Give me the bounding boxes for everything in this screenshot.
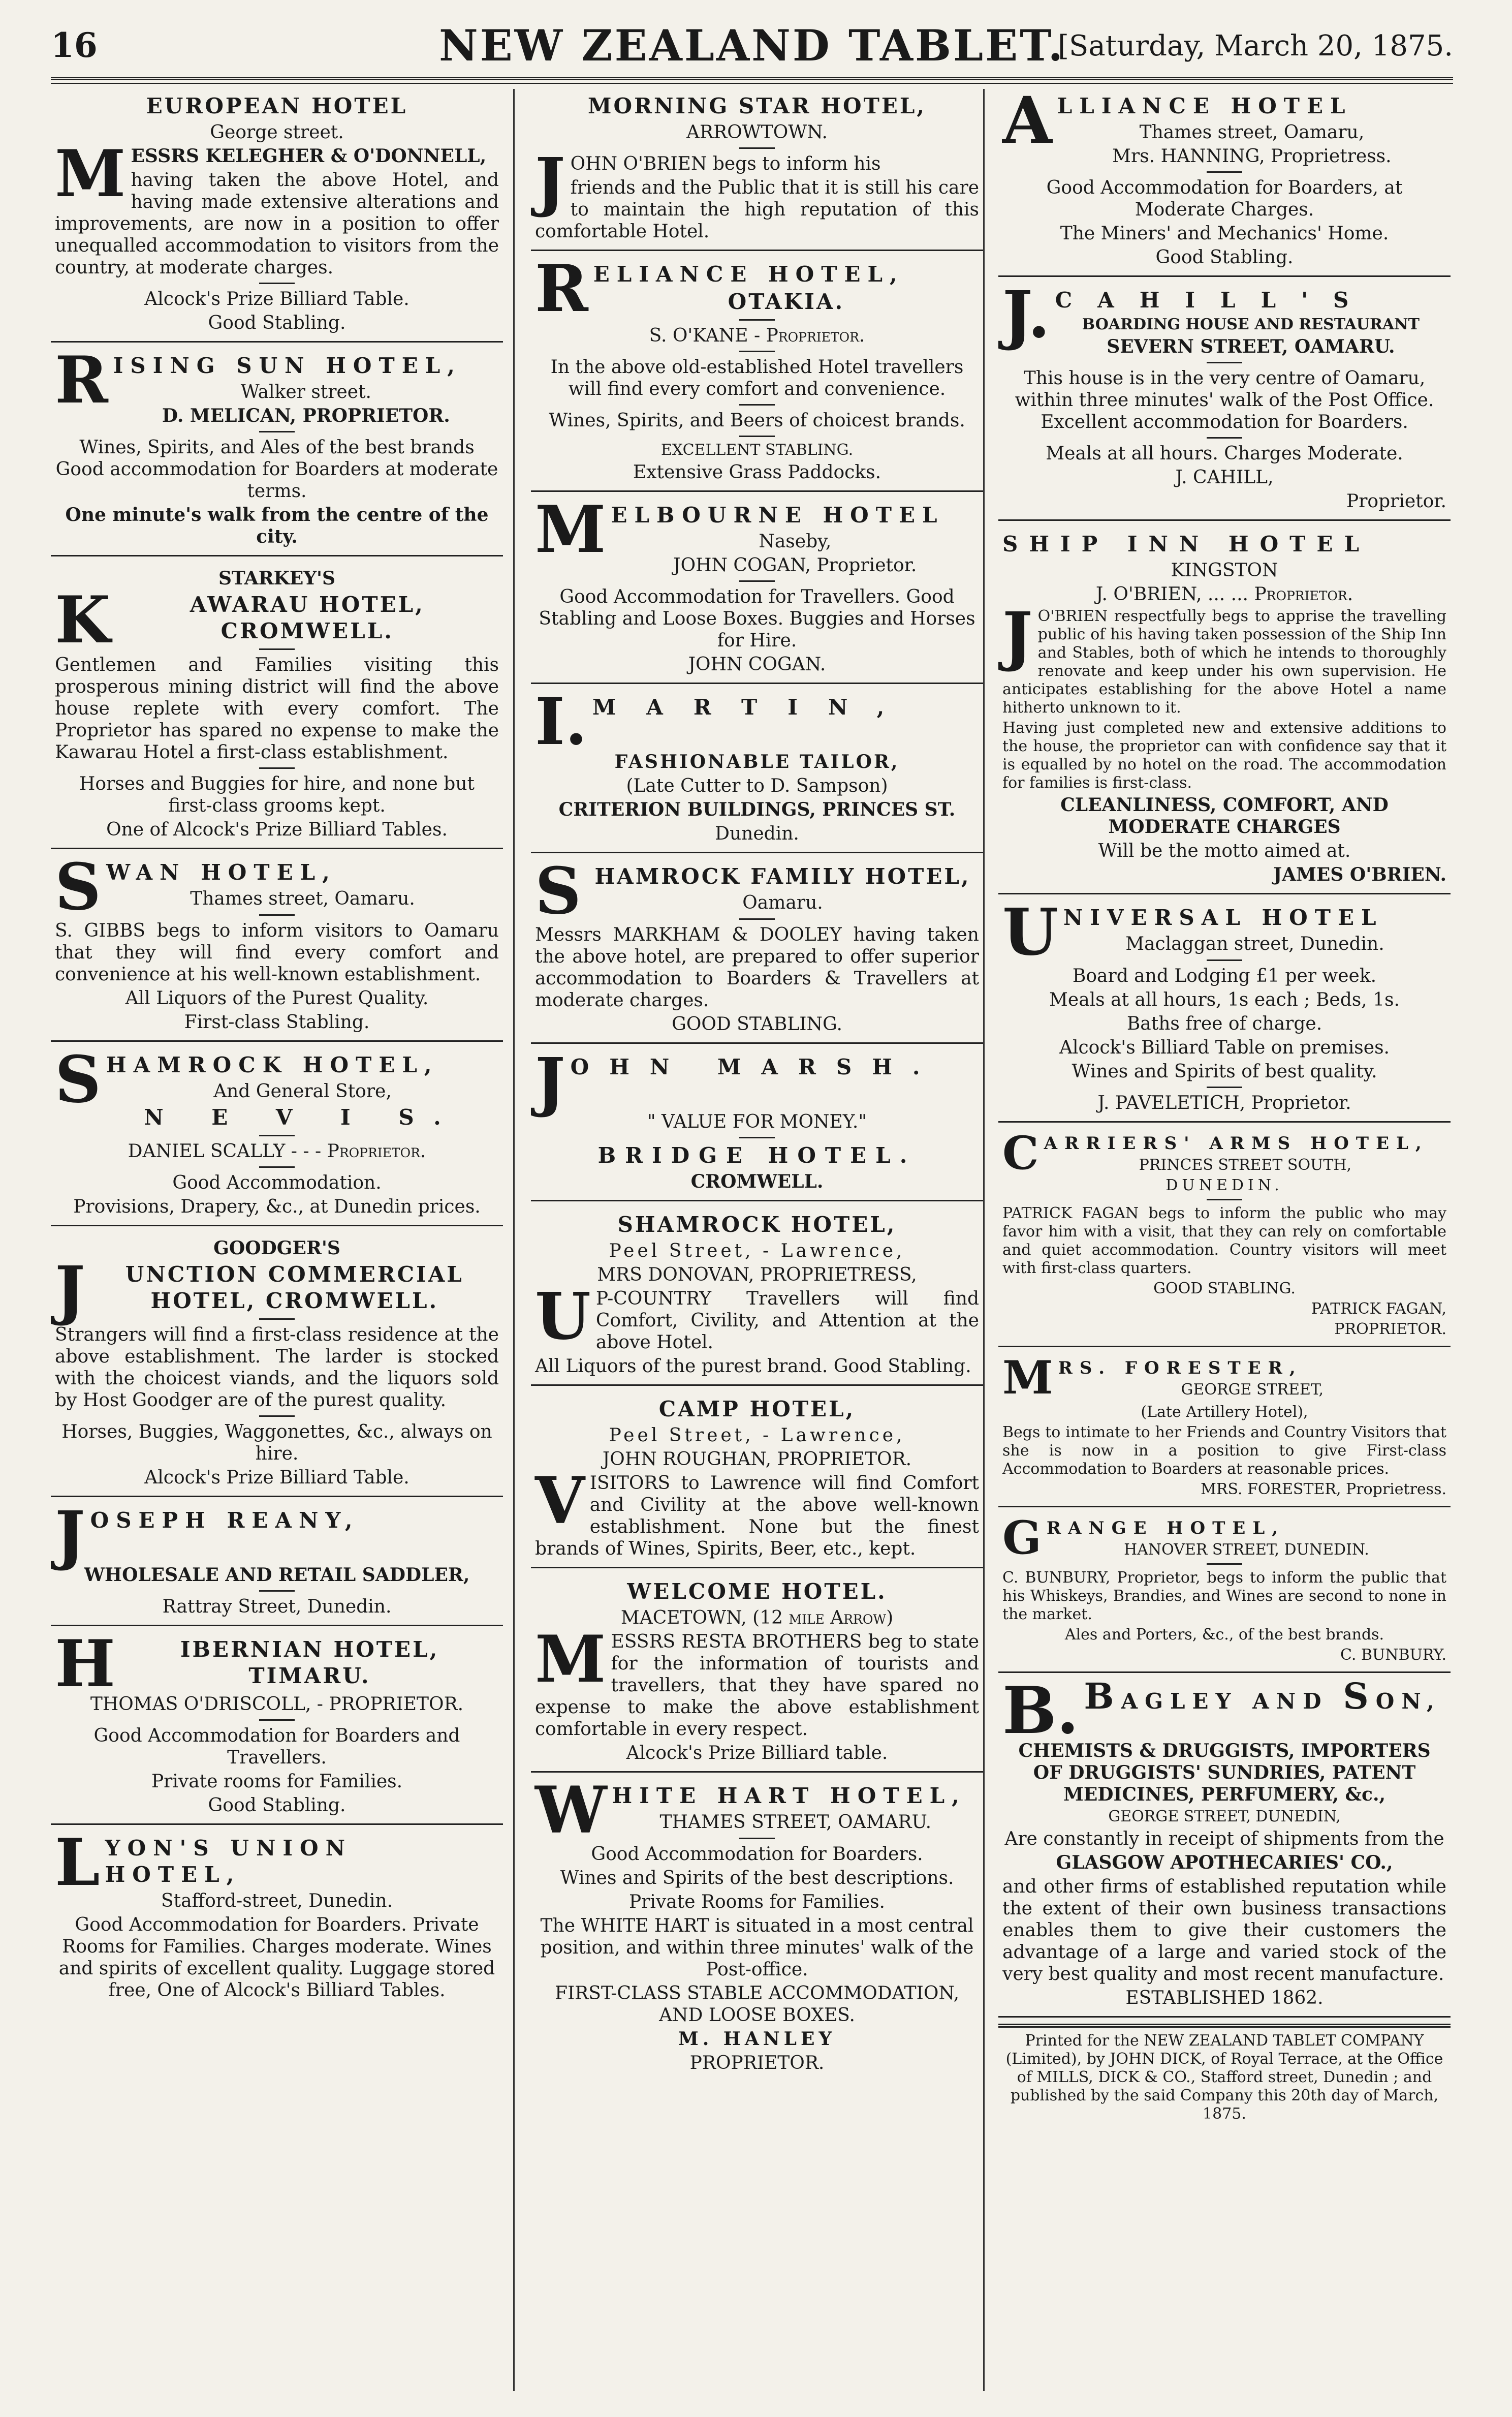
ad-body: Good Accommodation for Travellers. Good Stabling and Loose Boxes. Buggies and Horses for Hire.	[539, 586, 975, 651]
ad-morning-star-hotel	[531, 89, 983, 251]
short-rule	[259, 283, 295, 284]
ad-line: Good Stabling.	[1155, 247, 1294, 268]
drop-cap: J	[1002, 598, 1033, 673]
ad-line: Will be the motto aimed at.	[1098, 841, 1351, 861]
issue-date: [Saturday, March 20, 1875.	[1058, 29, 1453, 63]
ad-subtitle: Thames street, Oamaru,	[1139, 122, 1365, 143]
ad-line: Horses and Buggies for hire, and none but first-class grooms kept.	[79, 773, 475, 816]
short-rule	[739, 319, 775, 321]
ad-signature: Proprietor.	[1346, 491, 1446, 512]
short-rule	[1207, 1199, 1242, 1200]
ad-subtitle: BOARDING HOUSE AND RESTAURANT	[1082, 316, 1420, 333]
ad-line: Good Accommodation.	[172, 1172, 382, 1193]
ad-line: First-class Stabling.	[184, 1012, 370, 1033]
ad-welcome-hotel	[531, 1574, 983, 1773]
ad-line: GLASGOW APOTHECARIES' CO.,	[1056, 1852, 1393, 1873]
ad-signature: J. CAHILL,	[1175, 467, 1274, 488]
ad-line: Are constantly in receipt of shipments from the	[1004, 1829, 1444, 1849]
ad-hotel: BRIDGE HOTEL.	[597, 1143, 917, 1168]
ad-body: friends and the Public that it is still his care to maintain the high reputation of this comfortable Hotel.	[535, 177, 979, 242]
ad-body: In the above old-established Hotel travellers will find every comfort and convenience.	[550, 357, 964, 399]
ad-line: Private Rooms for Families.	[628, 1892, 886, 1912]
ad-signature: JOHN COGAN.	[688, 654, 826, 675]
ad-title: SHIP INN HOTEL	[1002, 532, 1370, 556]
ad-pretitle: STARKEY'S	[218, 568, 336, 589]
ad-address: CRITERION BUILDINGS, PRINCES ST.	[558, 799, 956, 820]
ad-address: SEVERN STREET, OAMARU.	[1107, 336, 1395, 357]
short-rule	[1207, 1087, 1242, 1088]
short-rule	[1207, 171, 1242, 173]
short-rule	[739, 147, 775, 149]
ad-joseph-reany	[51, 1497, 503, 1626]
ad-proprietor: D. MELICAN, PROPRIETOR.	[162, 405, 450, 426]
ad-signature: MRS. FORESTER, Proprietress.	[1201, 1480, 1446, 1498]
ad-trade: WHOLESALE AND RETAIL SADDLER,	[84, 1564, 470, 1586]
ad-subtitle: And General Store,	[213, 1081, 392, 1102]
ad-title-initial: S	[1343, 1675, 1376, 1717]
drop-cap: U	[535, 1279, 591, 1354]
ad-line: One of Alcock's Prize Billiard Tables.	[106, 819, 448, 840]
ad-line: The Miners' and Mechanics' Home.	[1060, 223, 1389, 244]
ad-kawarau-hotel	[51, 563, 503, 849]
ad-line: Good Stabling.	[208, 1795, 346, 1816]
ad-body: Good Accommodation for Boarders. Private Rooms for Families. Charges moderate. Wines and spirits of excellent quality. Luggage stored free, One of Alcock's Billiard Tables.	[58, 1914, 495, 2001]
ad-title: OSEPH REANY,	[90, 1508, 360, 1533]
ad-address: Rattray Street, Dunedin.	[162, 1596, 392, 1617]
ad-universal-hotel	[998, 894, 1451, 1123]
ad-line: FIRST-CLASS STABLE ACCOMMODATION, AND LOOSE BOXES.	[555, 1983, 959, 2026]
drop-cap: S	[55, 1042, 101, 1117]
ad-title: RS. FORESTER,	[1058, 1358, 1303, 1378]
ad-subtitle: KINGSTON	[1171, 560, 1278, 581]
drop-cap: M	[55, 136, 126, 211]
drop-cap: H	[55, 1626, 116, 1701]
ad-line: Good Stabling.	[208, 313, 346, 333]
short-rule	[259, 431, 295, 432]
ad-subtitle: PRINCES STREET SOUTH,	[1139, 1156, 1352, 1174]
ad-signature: C. BUNBURY.	[1340, 1646, 1446, 1664]
ad-subtitle: HANOVER STREET, DUNEDIN.	[1124, 1541, 1369, 1559]
masthead-rule	[51, 77, 1453, 84]
drop-cap: M	[535, 492, 606, 567]
ad-title: UNCTION COMMERCIAL HOTEL, CROMWELL.	[125, 1262, 464, 1313]
ad-mrs-forester	[998, 1353, 1451, 1507]
ad-address: THAMES STREET, OAMARU.	[659, 1812, 932, 1833]
ad-shamrock-family-hotel	[531, 853, 983, 1044]
ad-signature: PROPRIETOR.	[689, 2053, 825, 2073]
ad-proprietor: MRS DONOVAN, PROPRIETRESS,	[597, 1264, 917, 1285]
drop-cap: A	[1002, 89, 1052, 158]
ad-lead: ESSRS KELEGHER & O'DONNELL,	[131, 145, 487, 167]
ad-title: ELBOURNE HOTEL	[611, 503, 944, 528]
ad-line: Board and Lodging £1 per week.	[1072, 966, 1377, 986]
ad-line: Wines and Spirits of best quality.	[1072, 1061, 1377, 1082]
ad-title: CAHILL'S	[1055, 288, 1374, 313]
ad-line: GOOD STABLING.	[1153, 1280, 1296, 1297]
ad-proprietor: DANIEL SCALLY - - - Proprietor.	[128, 1141, 426, 1162]
ad-title: ISING SUN HOTEL,	[113, 353, 462, 378]
ad-pretitle: GOODGER'S	[213, 1237, 340, 1259]
column-3	[998, 89, 1451, 2391]
column-1	[51, 89, 503, 2391]
ad-body: P-COUNTRY Travellers will find Comfort, Civility, and Attention at the above Hotel.	[595, 1288, 979, 1353]
ad-reliance-hotel	[531, 251, 983, 492]
ad-title: AWARAU HOTEL, CROMWELL.	[190, 592, 425, 643]
ad-line: Alcock's Prize Billiard Table.	[144, 289, 410, 309]
short-rule	[259, 914, 295, 916]
ad-body: ISITORS to Lawrence will find Comfort and Civility at the above well-known establishment. None but the finest brands of Wines, Spirits, Beer, etc., kept.	[535, 1473, 979, 1559]
short-rule	[1207, 437, 1242, 439]
ad-subtitle: MACETOWN, (12 mile Arrow)	[620, 1607, 894, 1628]
ad-body: The WHITE HART is situated in a most central position, and within three minutes' walk of the Post-office.	[540, 1915, 974, 1980]
ad-line: Private rooms for Families.	[151, 1771, 403, 1792]
ad-subtitle: George street.	[210, 122, 344, 143]
ad-bagley-and-son	[998, 1673, 1451, 2018]
ad-line: Meals at all hours. Charges Moderate.	[1046, 443, 1403, 464]
ad-motto: " VALUE FOR MONEY."	[647, 1111, 867, 1132]
ad-alliance-hotel	[998, 89, 1451, 277]
ad-line: All Liquors of the purest brand. Good Stabling.	[535, 1356, 971, 1377]
ad-line: Provisions, Drapery, &c., at Dunedin prices.	[73, 1196, 481, 1217]
ad-body: S. GIBBS begs to inform visitors to Oamaru that they will find every comfort and convenience at his well-known establishment.	[55, 920, 499, 985]
ad-melbourne-hotel	[531, 492, 983, 684]
drop-cap: M	[535, 1622, 606, 1697]
ad-proprietor: JOHN COGAN, Proprietor.	[673, 555, 917, 576]
ad-cahills-boarding-house	[998, 277, 1451, 521]
drop-cap: S	[55, 849, 101, 924]
ad-line: Good Accommodation for Boarders.	[591, 1844, 923, 1865]
ad-title: WAN HOTEL,	[106, 860, 337, 885]
ad-title: YON'S UNION HOTEL,	[105, 1836, 353, 1887]
short-rule	[259, 1318, 295, 1320]
ad-proprietor: S. O'KANE - Proprietor.	[649, 325, 865, 346]
ad-body: Gentlemen and Families visiting this prosperous mining district will find the above house replete with every comfort. The Proprietor has spared no expense to make the Kawarau Hotel a first-class establishment.	[55, 655, 499, 763]
drop-cap: G	[1002, 1511, 1042, 1565]
drop-cap: M	[1002, 1351, 1053, 1405]
short-rule	[259, 1135, 295, 1136]
ad-body: ESSRS RESTA BROTHERS beg to state for the information of tourists and travellers, that they have spared no expense to make the above establishment comfortable in every respect.	[535, 1631, 979, 1740]
drop-cap: I.	[535, 684, 587, 759]
ad-line: All Liquors of the Purest Quality.	[125, 988, 429, 1009]
ad-camp-hotel	[531, 1392, 983, 1568]
ad-title: HITE HART HOTEL,	[612, 1783, 966, 1808]
ad-line: EXCELLENT STABLING.	[660, 441, 854, 459]
ad-title-part: ON,	[1375, 1689, 1441, 1714]
ad-title: LLIANCE HOTEL	[1057, 94, 1352, 118]
ad-body: This house is in the very centre of Oamaru, within three minutes' walk of the Post Office. Excellent accommodation for Boarders.	[1015, 368, 1434, 432]
ad-title: HAMROCK HOTEL,	[106, 1052, 439, 1077]
ad-signature: JAMES O'BRIEN.	[1273, 864, 1446, 885]
ad-line: Baths free of charge.	[1126, 1013, 1322, 1034]
short-rule	[259, 767, 295, 769]
ad-john-marsh	[531, 1044, 983, 1201]
ad-body: Wines, Spirits, and Ales of the best brands Good accommodation for Boarders at moderate terms.	[55, 437, 498, 502]
ad-rising-sun-hotel	[51, 343, 503, 556]
ad-address: Peel Street, - Lawrence,	[609, 1425, 905, 1446]
ad-address: Peel Street, - Lawrence,	[609, 1241, 905, 1261]
ad-shamrock-hotel-nevis	[51, 1042, 503, 1226]
ad-line: Wines and Spirits of the best descriptions.	[560, 1868, 954, 1888]
ad-ship-inn-hotel	[998, 527, 1451, 894]
drop-cap: J	[535, 1044, 565, 1119]
short-rule	[739, 918, 775, 920]
short-rule	[739, 351, 775, 352]
column-divider	[983, 89, 985, 2391]
short-rule	[259, 1590, 295, 1592]
ad-subtitle: Maclaggan street, Dunedin.	[1125, 934, 1384, 954]
ad-european-hotel	[51, 89, 503, 343]
short-rule	[1207, 959, 1242, 961]
ad-title-part: AGLEY AND	[1121, 1689, 1329, 1714]
drop-cap: J.	[1002, 277, 1050, 352]
ad-subtitle: Oamaru.	[742, 892, 823, 913]
short-rule	[739, 1838, 775, 1839]
ad-body: and other firms of established reputation while the extent of their own business transactions enables them to give their customers the advantage of a large and varied stock of the very best quality and most recent manufacture.	[1002, 1876, 1446, 1985]
ad-title: ELIANCE HOTEL,	[593, 262, 904, 287]
ad-title-initial: B	[1084, 1675, 1121, 1717]
ad-body: Messrs MARKHAM & DOOLEY having taken the above hotel, are prepared to offer superior accommodation to Boarders & Travellers at moderate charges.	[535, 924, 979, 1011]
short-rule	[739, 404, 775, 406]
ad-line: ESTABLISHED 1862.	[1125, 1988, 1324, 2008]
column-2	[531, 89, 983, 2391]
ad-body: PATRICK FAGAN begs to inform the public who may favor him with a visit, that they can rely on comfortable and quiet accommodation. Country visitors will meet with first-class quarters.	[1002, 1204, 1446, 1277]
short-rule	[259, 1719, 295, 1721]
drop-cap: B.	[1002, 1673, 1079, 1748]
ad-line: Alcock's Prize Billiard Table.	[144, 1467, 410, 1488]
ad-line: Alcock's Billiard Table on premises.	[1059, 1037, 1390, 1058]
ad-body: C. BUNBURY, Proprietor, begs to inform the public that his Whiskeys, Brandies, and Wines are second to none in the market.	[1002, 1569, 1446, 1623]
column-divider	[513, 89, 515, 2391]
ad-title: OHN MARSH.	[570, 1055, 940, 1079]
ad-place: CROMWELL.	[690, 1171, 824, 1192]
ad-junction-hotel	[51, 1232, 503, 1497]
ad-title: ARRIERS' ARMS HOTEL,	[1044, 1133, 1429, 1154]
ad-subtitle: ARROWTOWN.	[686, 122, 828, 143]
short-rule	[259, 648, 295, 650]
ad-body: Strangers will find a first-class residence at the above establishment. The larder is stocked with the choicest viands, and the liquors sold by Host Goodger are of the purest quality.	[55, 1324, 499, 1411]
ad-subtitle: Naseby,	[759, 531, 832, 552]
short-rule	[739, 436, 775, 437]
drop-cap: W	[535, 1773, 607, 1848]
ad-address: GEORGE STREET, DUNEDIN,	[1108, 1808, 1341, 1825]
drop-cap: U	[1002, 894, 1058, 970]
ad-line: Alcock's Prize Billiard table.	[626, 1743, 888, 1763]
short-rule	[259, 1415, 295, 1417]
ad-proprietor: THOMAS O'DRISCOLL, - PROPRIETOR.	[90, 1694, 464, 1715]
drop-cap: R	[535, 251, 588, 326]
ad-line: Ales and Porters, &c., of the best brands.	[1064, 1626, 1384, 1644]
short-rule	[1207, 1563, 1242, 1565]
ad-title: EUROPEAN HOTEL	[146, 94, 408, 118]
ad-hibernian-hotel	[51, 1626, 503, 1825]
printer-imprint: Printed for the NEW ZEALAND TABLET COMPANY (Limited), by JOHN DICK, of Royal Terrace, at the Office of MILLS, DICK & CO., Stafford street, Dunedin ; and published by the said Company this 20th day of March, 1875.	[1005, 2032, 1443, 2123]
drop-cap: L	[55, 1825, 100, 1900]
drop-cap: J	[55, 1497, 85, 1572]
ad-line: GOOD STABLING.	[672, 1014, 842, 1035]
ad-trade: FASHIONABLE TAILOR,	[614, 751, 900, 772]
ad-title: SHAMROCK HOTEL,	[617, 1212, 897, 1237]
drop-cap: S	[535, 853, 581, 928]
ad-body: Begs to intimate to her Friends and Country Visitors that she is now in a position to give First-class Accommodation to Boarders at reasonable prices.	[1002, 1423, 1446, 1478]
ad-body: Good Accommodation for Boarders, at Moderate Charges.	[1046, 177, 1403, 220]
ad-body: O'BRIEN respectfully begs to apprise the travelling public of his having taken possession of the Ship Inn and Stables, both of which he intends to thoroughly renovate and keep under his own supervision. He anticipates establishing for the above Hotel a name hitherto unknown to it.	[1002, 607, 1446, 717]
ad-carriers-arms-hotel	[998, 1126, 1451, 1347]
drop-cap: V	[535, 1463, 585, 1538]
ad-body: Having just completed new and extensive additions to the house, the proprietor can with confidence say that it is equalled by no hotel on the road. The accommodation for families is first-class.	[1002, 719, 1446, 792]
ad-title: MARTIN,	[592, 695, 915, 720]
ad-trade: CHEMISTS & DRUGGISTS, IMPORTERS OF DRUGGISTS' SUNDRIES, PATENT MEDICINES, PERFUMERY, &c.,	[1018, 1740, 1431, 1805]
drop-cap: R	[55, 343, 108, 418]
ad-title: WELCOME HOTEL.	[627, 1579, 887, 1604]
ad-subtitle: Walker street.	[240, 382, 371, 402]
ad-signature: M. HANLEY	[678, 2028, 836, 2050]
ad-place: OTAKIA.	[728, 289, 845, 314]
ad-title: RANGE HOTEL,	[1046, 1518, 1285, 1538]
ad-title: IBERNIAN HOTEL, TIMARU.	[180, 1637, 439, 1688]
drop-cap: K	[55, 582, 111, 658]
ad-signature: PROPRIETOR.	[1334, 1320, 1446, 1338]
short-rule	[259, 1166, 295, 1168]
ad-proprietor: J. PAVELETICH, Proprietor.	[1097, 1093, 1351, 1113]
ad-line: Horses, Buggies, Waggonettes, &c., always on hire.	[61, 1421, 492, 1464]
ad-line: Extensive Grass Paddocks.	[633, 462, 881, 483]
ad-shamrock-hotel-lawrence	[531, 1207, 983, 1386]
ad-title: MORNING STAR HOTEL,	[588, 94, 926, 118]
ad-body: having taken the above Hotel, and having made extensive alterations and improvements, are now in a position to offer unequalled accommodation to visitors from the country, at moderate charges.	[55, 170, 499, 278]
short-rule	[1207, 362, 1242, 363]
ad-line: Dunedin.	[715, 823, 799, 844]
ad-lyons-union-hotel	[51, 1825, 503, 2008]
ad-motto: CLEANLINESS, COMFORT, AND MODERATE CHARGES	[1060, 794, 1389, 838]
ad-title: HAMROCK FAMILY HOTEL,	[594, 864, 971, 889]
ad-martin-tailor	[531, 684, 983, 853]
ad-swan-hotel	[51, 849, 503, 1042]
ad-line: Good Accommodation for Boarders and Travellers.	[93, 1725, 460, 1768]
ad-title: NIVERSAL HOTEL	[1063, 905, 1383, 930]
drop-cap: C	[1002, 1126, 1039, 1180]
ad-line: (Late Artillery Hotel),	[1141, 1403, 1308, 1421]
newspaper-title: NEW ZEALAND TABLET.	[438, 20, 1065, 71]
drop-cap: J	[535, 144, 565, 219]
ad-place: N E V I S.	[144, 1105, 461, 1130]
ad-line: (Late Cutter to D. Sampson)	[626, 776, 888, 796]
ad-subtitle: Stafford-street, Dunedin.	[161, 1891, 393, 1911]
ad-subtitle: Thames street, Oamaru.	[190, 888, 415, 909]
ad-proprietor: J. O'BRIEN, ... ... Proprietor.	[1095, 584, 1353, 605]
page-number: 16	[51, 25, 98, 65]
ad-city: DUNEDIN.	[1166, 1176, 1283, 1194]
ad-line: Wines, Spirits, and Beers of choicest brands.	[549, 410, 965, 431]
short-rule	[739, 580, 775, 582]
ad-proprietor: JOHN ROUGHAN, PROPRIETOR.	[602, 1449, 912, 1470]
ad-line: Meals at all hours, 1s each ; Beds, 1s.	[1049, 989, 1400, 1010]
ad-line: One minute's walk from the centre of the city.	[65, 504, 489, 547]
ad-grange-hotel	[998, 1513, 1451, 1673]
drop-cap: J	[55, 1252, 85, 1327]
short-rule	[739, 1137, 775, 1138]
imprint-rule	[998, 2024, 1451, 2028]
ad-title: CAMP HOTEL,	[658, 1397, 856, 1421]
masthead	[51, 20, 1453, 76]
ad-lead: OHN O'BRIEN begs to inform his	[570, 153, 881, 174]
ad-subtitle: GEORGE STREET,	[1181, 1381, 1324, 1399]
ad-signature: PATRICK FAGAN,	[1311, 1300, 1446, 1318]
ad-proprietor: Mrs. HANNING, Proprietress.	[1112, 146, 1392, 167]
ad-white-hart-hotel	[531, 1773, 983, 2081]
